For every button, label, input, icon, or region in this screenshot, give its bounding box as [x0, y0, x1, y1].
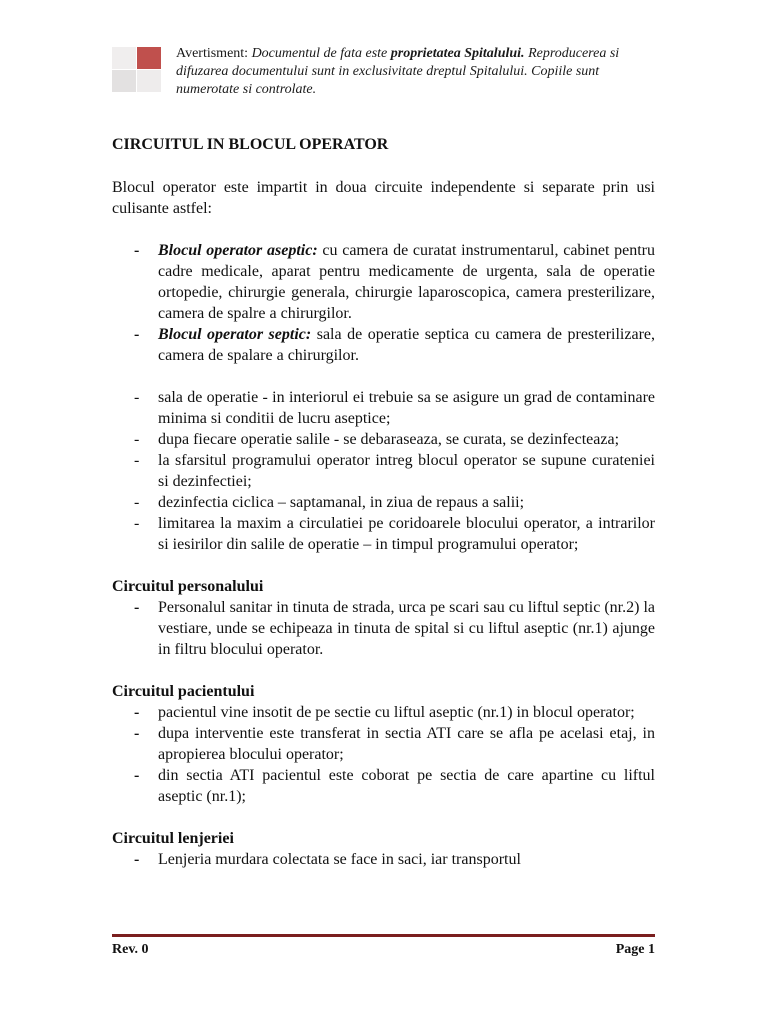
warning-label: Avertisment:	[176, 46, 249, 61]
bullet-dash: -	[134, 494, 140, 511]
list-item	[112, 387, 655, 429]
list-item	[112, 597, 655, 660]
rules-list	[112, 387, 655, 555]
list-item	[112, 240, 655, 324]
section-item-text: pacientul vine insotit de pe sectie cu liftul aseptic (nr.1) in blocul operator;	[158, 704, 635, 721]
section-list	[112, 702, 655, 807]
section-item-text: Personalul sanitar in tinuta de strada, urca pe scari sau cu liftul septic (nr.2) la vestiare, unde se echipeaza in tinuta de spital si cu liftul aseptic (nr.1) ajunge in filtru blocului operator.	[158, 599, 655, 658]
section-item-text: dupa interventie este transferat in sectia ATI care se afla pe acelasi etaj, in apropierea blocului operator;	[158, 725, 655, 763]
block-term: Blocul operator septic:	[158, 326, 312, 343]
rule-text: sala de operatie - in interiorul ei trebuie sa se asigure un grad de contaminare minima si conditii de lucru aseptice;	[158, 389, 655, 427]
list-item	[112, 450, 655, 492]
rule-text: limitarea la maxim a circulatiei pe coridoarele blocului operator, a intrarilor si iesirilor din salile de operatie – in timpul programului operator;	[158, 515, 655, 553]
warning-text-1: Documentul de fata este	[251, 46, 388, 61]
bullet-dash: -	[134, 767, 140, 784]
logo-square-accent	[137, 47, 161, 69]
list-item	[112, 324, 655, 366]
section-list	[112, 849, 655, 870]
blocks-list	[112, 240, 655, 366]
list-item	[112, 513, 655, 555]
warning-text-bold: proprietatea Spitalului.	[390, 46, 525, 61]
rule-text: dupa fiecare operatie salile - se debaraseaza, se curata, se dezinfecteaza;	[158, 431, 620, 448]
list-item	[112, 723, 655, 765]
bullet-dash: -	[134, 431, 140, 448]
section-list	[112, 597, 655, 660]
bullet-dash: -	[134, 599, 140, 616]
bullet-dash: -	[134, 725, 140, 742]
rule-text: la sfarsitul programului operator intreg blocul operator se supune curateniei si dezinfectiei;	[158, 452, 655, 490]
footer-rule	[112, 934, 655, 937]
bullet-dash: -	[134, 851, 140, 868]
section-item-text: Lenjeria murdara colectata se face in saci, iar transportul	[158, 851, 521, 868]
footer-revision: Rev. 0	[112, 942, 149, 957]
bullet-dash: -	[134, 326, 140, 343]
warning-text-2: Reproducerea si difuzarea documentului sunt in exclusivitate dreptul Spitalului. Copiile sunt numerotate si controlate.	[176, 46, 620, 97]
page-title: CIRCUITUL IN BLOCUL OPERATOR	[112, 136, 389, 153]
bullet-dash: -	[134, 452, 140, 469]
intro-paragraph: Blocul operator este impartit in doua circuite independente si separate prin usi culisante astfel:	[112, 179, 655, 217]
block-text: cu camera de curatat instrumentarul, cabinet pentru cadre medicale, aparat pentru medicamente de urgenta, sala de operatie ortopedie, chirurgie generala, chirurgie laparoscopica, camera presterilizare, camera de spalre a chirurgilor.	[158, 242, 656, 322]
section-item-text: din sectia ATI pacientul este coborat pe sectia de care apartine cu liftul aseptic (nr.1);	[158, 767, 655, 805]
footer-page-number: Page 1	[615, 942, 655, 957]
bullet-dash: -	[134, 242, 140, 259]
rule-text: dezinfectia ciclica – saptamanal, in ziua de repaus a salii;	[158, 494, 525, 511]
section-heading: Circuitul pacientului	[112, 683, 255, 700]
bullet-dash: -	[134, 389, 140, 406]
hospital-logo	[112, 47, 162, 93]
list-item	[112, 429, 655, 450]
block-term: Blocul operator aseptic:	[158, 242, 318, 259]
logo-square	[112, 47, 136, 69]
list-item	[112, 492, 655, 513]
bullet-dash: -	[134, 704, 140, 721]
logo-square	[137, 70, 161, 92]
list-item	[112, 765, 655, 807]
document-body	[112, 134, 655, 870]
logo-square	[112, 70, 136, 92]
block-text: sala de operatie septica cu camera de presterilizare, camera de spalare a chirurgilor.	[158, 326, 656, 364]
section-heading: Circuitul personalului	[112, 578, 264, 595]
bullet-dash: -	[134, 515, 140, 532]
list-item	[112, 702, 655, 723]
section-heading: Circuitul lenjeriei	[112, 830, 234, 847]
header-warning	[176, 45, 654, 99]
list-item	[112, 849, 655, 870]
